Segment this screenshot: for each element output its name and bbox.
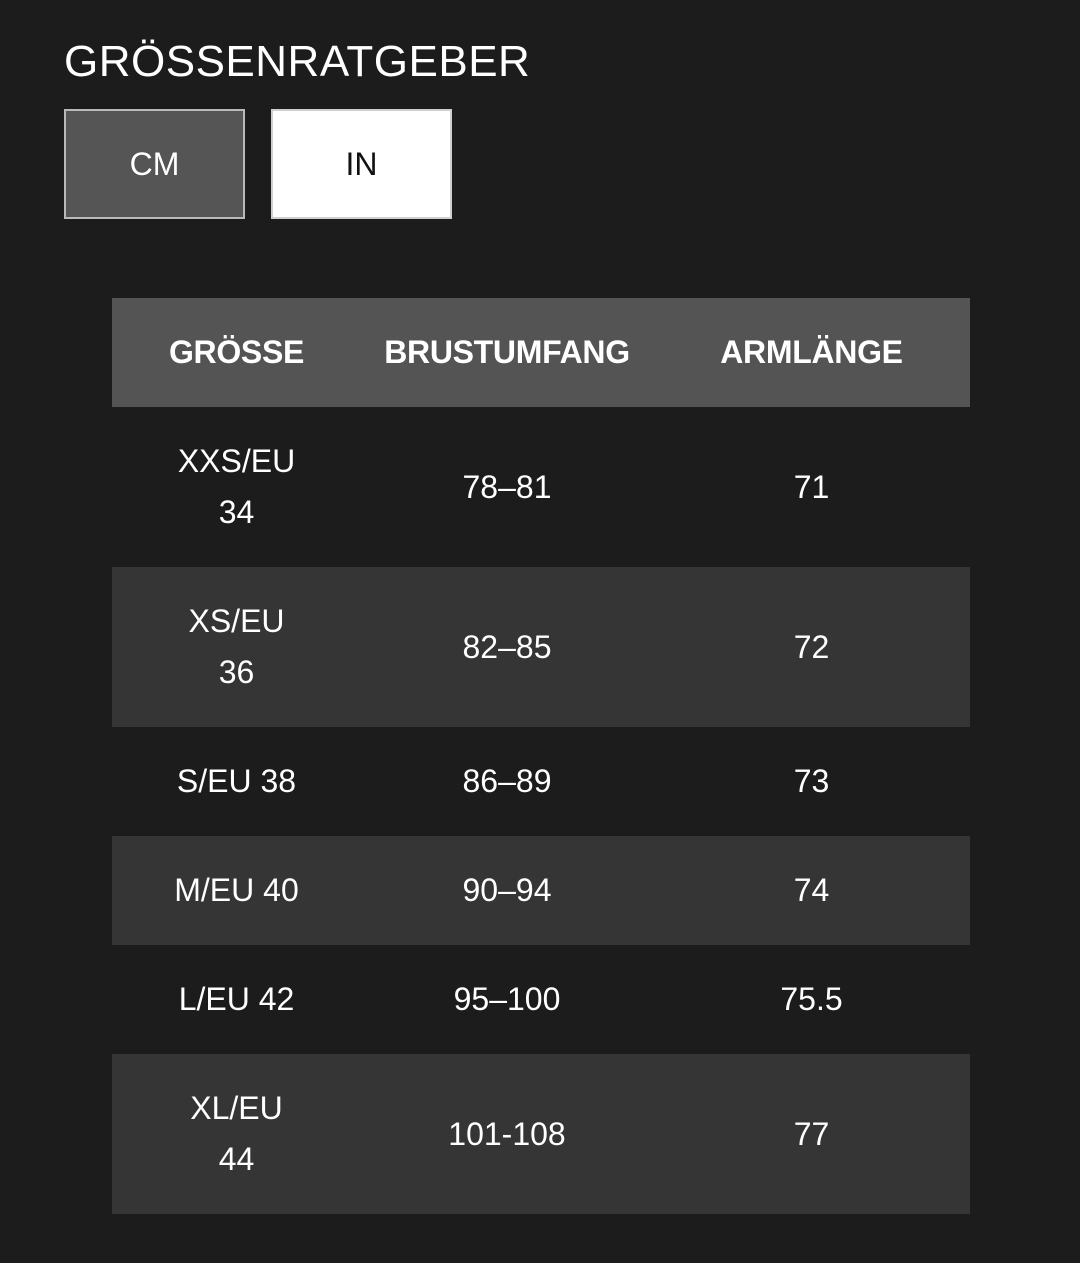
size-cell bbox=[112, 407, 361, 567]
table-row bbox=[112, 945, 970, 1054]
table-row bbox=[112, 836, 970, 945]
header-size: GRÖSSE bbox=[168, 334, 305, 370]
page-title: GRÖSSENRATGEBER bbox=[64, 37, 531, 86]
table-row bbox=[112, 727, 970, 836]
size-label: XS/EU bbox=[188, 603, 285, 639]
chest-cell: 101-108 bbox=[448, 1115, 566, 1152]
arm-cell: 77 bbox=[793, 1115, 830, 1152]
size-cell bbox=[112, 1054, 361, 1214]
size-chart-table bbox=[112, 298, 970, 1214]
header-chest: BRUSTUMFANG bbox=[384, 334, 630, 370]
size-label-eu: 44 bbox=[218, 1141, 255, 1177]
unit-cm-button[interactable]: CM bbox=[64, 109, 245, 219]
size-label-eu: 36 bbox=[218, 654, 255, 690]
size-cell bbox=[112, 567, 361, 727]
chest-cell: 95–100 bbox=[453, 981, 561, 1017]
header-arm-length: ARMLÄNGE bbox=[720, 334, 903, 370]
size-cell bbox=[112, 727, 361, 836]
table-row bbox=[112, 1054, 970, 1214]
arm-cell: 75.5 bbox=[780, 981, 843, 1017]
arm-cell: 74 bbox=[793, 872, 830, 908]
table-row bbox=[112, 407, 970, 567]
size-cell bbox=[112, 945, 361, 1054]
arm-cell: 71 bbox=[793, 468, 830, 505]
chest-cell: 86–89 bbox=[462, 763, 552, 799]
table-header-row bbox=[112, 298, 970, 407]
chest-cell: 90–94 bbox=[462, 872, 552, 908]
arm-cell: 72 bbox=[793, 628, 830, 665]
unit-toggle bbox=[64, 109, 452, 219]
unit-in-button[interactable]: IN bbox=[271, 109, 452, 219]
size-label: S/EU 38 bbox=[176, 763, 297, 799]
chest-cell: 82–85 bbox=[462, 628, 552, 665]
size-label-eu: 34 bbox=[218, 494, 255, 530]
size-label: L/EU 42 bbox=[178, 981, 295, 1017]
size-label: XXS/EU bbox=[177, 443, 296, 479]
size-cell bbox=[112, 836, 361, 945]
arm-cell: 73 bbox=[793, 763, 830, 799]
table-row bbox=[112, 567, 970, 727]
size-label: XL/EU bbox=[190, 1090, 283, 1126]
size-label: M/EU 40 bbox=[174, 872, 299, 908]
chest-cell: 78–81 bbox=[462, 468, 552, 505]
